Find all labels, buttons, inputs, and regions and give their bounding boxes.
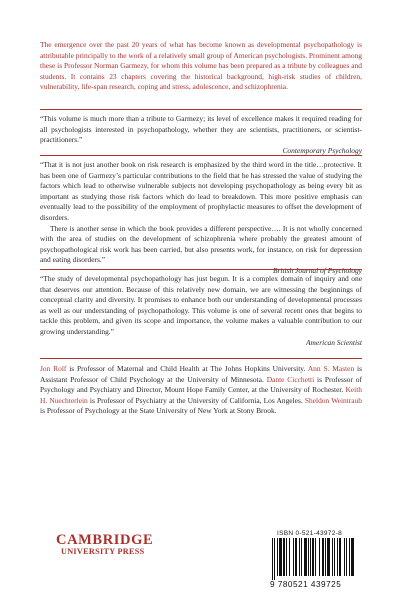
- editor-name: Ann S. Masten: [307, 364, 355, 373]
- editor-bio: is Professor of Psychology at the State University of New York at Stony Brook.: [40, 406, 277, 416]
- divider: [40, 155, 362, 156]
- review-quote: “This volume is much more than a tribute to Garmezy; its level of excellence makes it required reading for all psychologists interested in psychopathology, whether they are scientists, practitioners, or scientist-practitioners.”: [40, 114, 362, 145]
- publisher-subtitle: UNIVERSITY PRESS: [61, 547, 145, 556]
- intro-block: [40, 40, 362, 93]
- divider: [40, 269, 362, 270]
- divider: [40, 109, 362, 110]
- barcode-number: 9 780521 439725: [270, 580, 342, 589]
- review-quote: “The study of developmental psychopathology has just begun. It is a complex domain of inquiry and one that deserves our attention. Because of this relatively new domain, we are witnessing the beginnings of conceptual clarity and diversity. It promises to enhance both our understanding of developmental processes as well as our understanding of psychopathology. This volume is one of several recent ones that begins to tackle this problem, and given its scope and importance, the volume makes a valuable contribution to our growing understanding.”: [40, 274, 362, 336]
- editor-bios: [40, 364, 362, 417]
- review-source: Contemporary Psychology: [282, 145, 362, 155]
- review-quote: “That it is not just another book on risk research is emphasized by the third word in the title…protective. It has been one of Garmezy’s particular contributions to the field that he has stressed the value of studying the factors which lead to otherwise vulnerable subjects not developing psychopathology as being every bit as important as studying those risk factors which do lead to breakdown. This more positive emphasis can eventually lead to the possibility of the employment of prophylactic measures to offset the development of disorders.: [40, 160, 362, 222]
- review-3: [40, 274, 362, 348]
- review-quote: There is another sense in which the book provides a different perspective…. It is not wholly concerned with the area of studies on the development of schizophrenia where probably the greatest amount of psychopathological risk work has been carried, but also presents work, for instance, on risk for depression and eating disorders.”: [40, 223, 362, 265]
- editor-name: Dante Cicchetti: [266, 374, 315, 384]
- publisher-name: CAMBRIDGE: [56, 532, 154, 548]
- review-2: [40, 160, 362, 277]
- review-source: American Scientist: [306, 337, 362, 347]
- barcode-image: [270, 538, 354, 580]
- review-1: [40, 114, 362, 156]
- divider: [40, 358, 362, 359]
- editor-name: Sheldon Weintraub: [304, 395, 363, 405]
- editor-name: Keith H. Nuechterlein: [40, 385, 362, 405]
- isbn: ISBN 0-521-43972-8: [277, 530, 343, 537]
- editor-bio: is Professor of Maternal and Child Health at The Johns Hopkins University.: [66, 364, 308, 373]
- editor-bio: is Professor of Psychology and Psychiatry and Director, Mount Hope Family Center, at the University of Rochester.: [40, 374, 362, 395]
- intro-paragraph: The emergence over the past 20 years of what has become known as developmental psychopathology is attributable principally to the work of a relatively small group of American psychologists. Prominent among these is Professor Norman Garmezy, for whom this volume has been prepared as a tribute by colleagues and students. It contains 23 chapters covering the historical background, high-risk studies of children, vulnerability, life-span research, coping and stress, adolescence, and schizophrenia.: [40, 40, 363, 92]
- editor-bio: is Professor of Psychiatry at the University of California, Los Angeles.: [87, 395, 305, 405]
- editor-bio: is Assistant Professor of Child Psychology at the University of Minnesota.: [40, 364, 363, 384]
- review-source: British Journal of Psychology: [272, 265, 362, 275]
- publisher-logo: [56, 533, 153, 557]
- editor-name: Jon Rolf: [40, 364, 67, 373]
